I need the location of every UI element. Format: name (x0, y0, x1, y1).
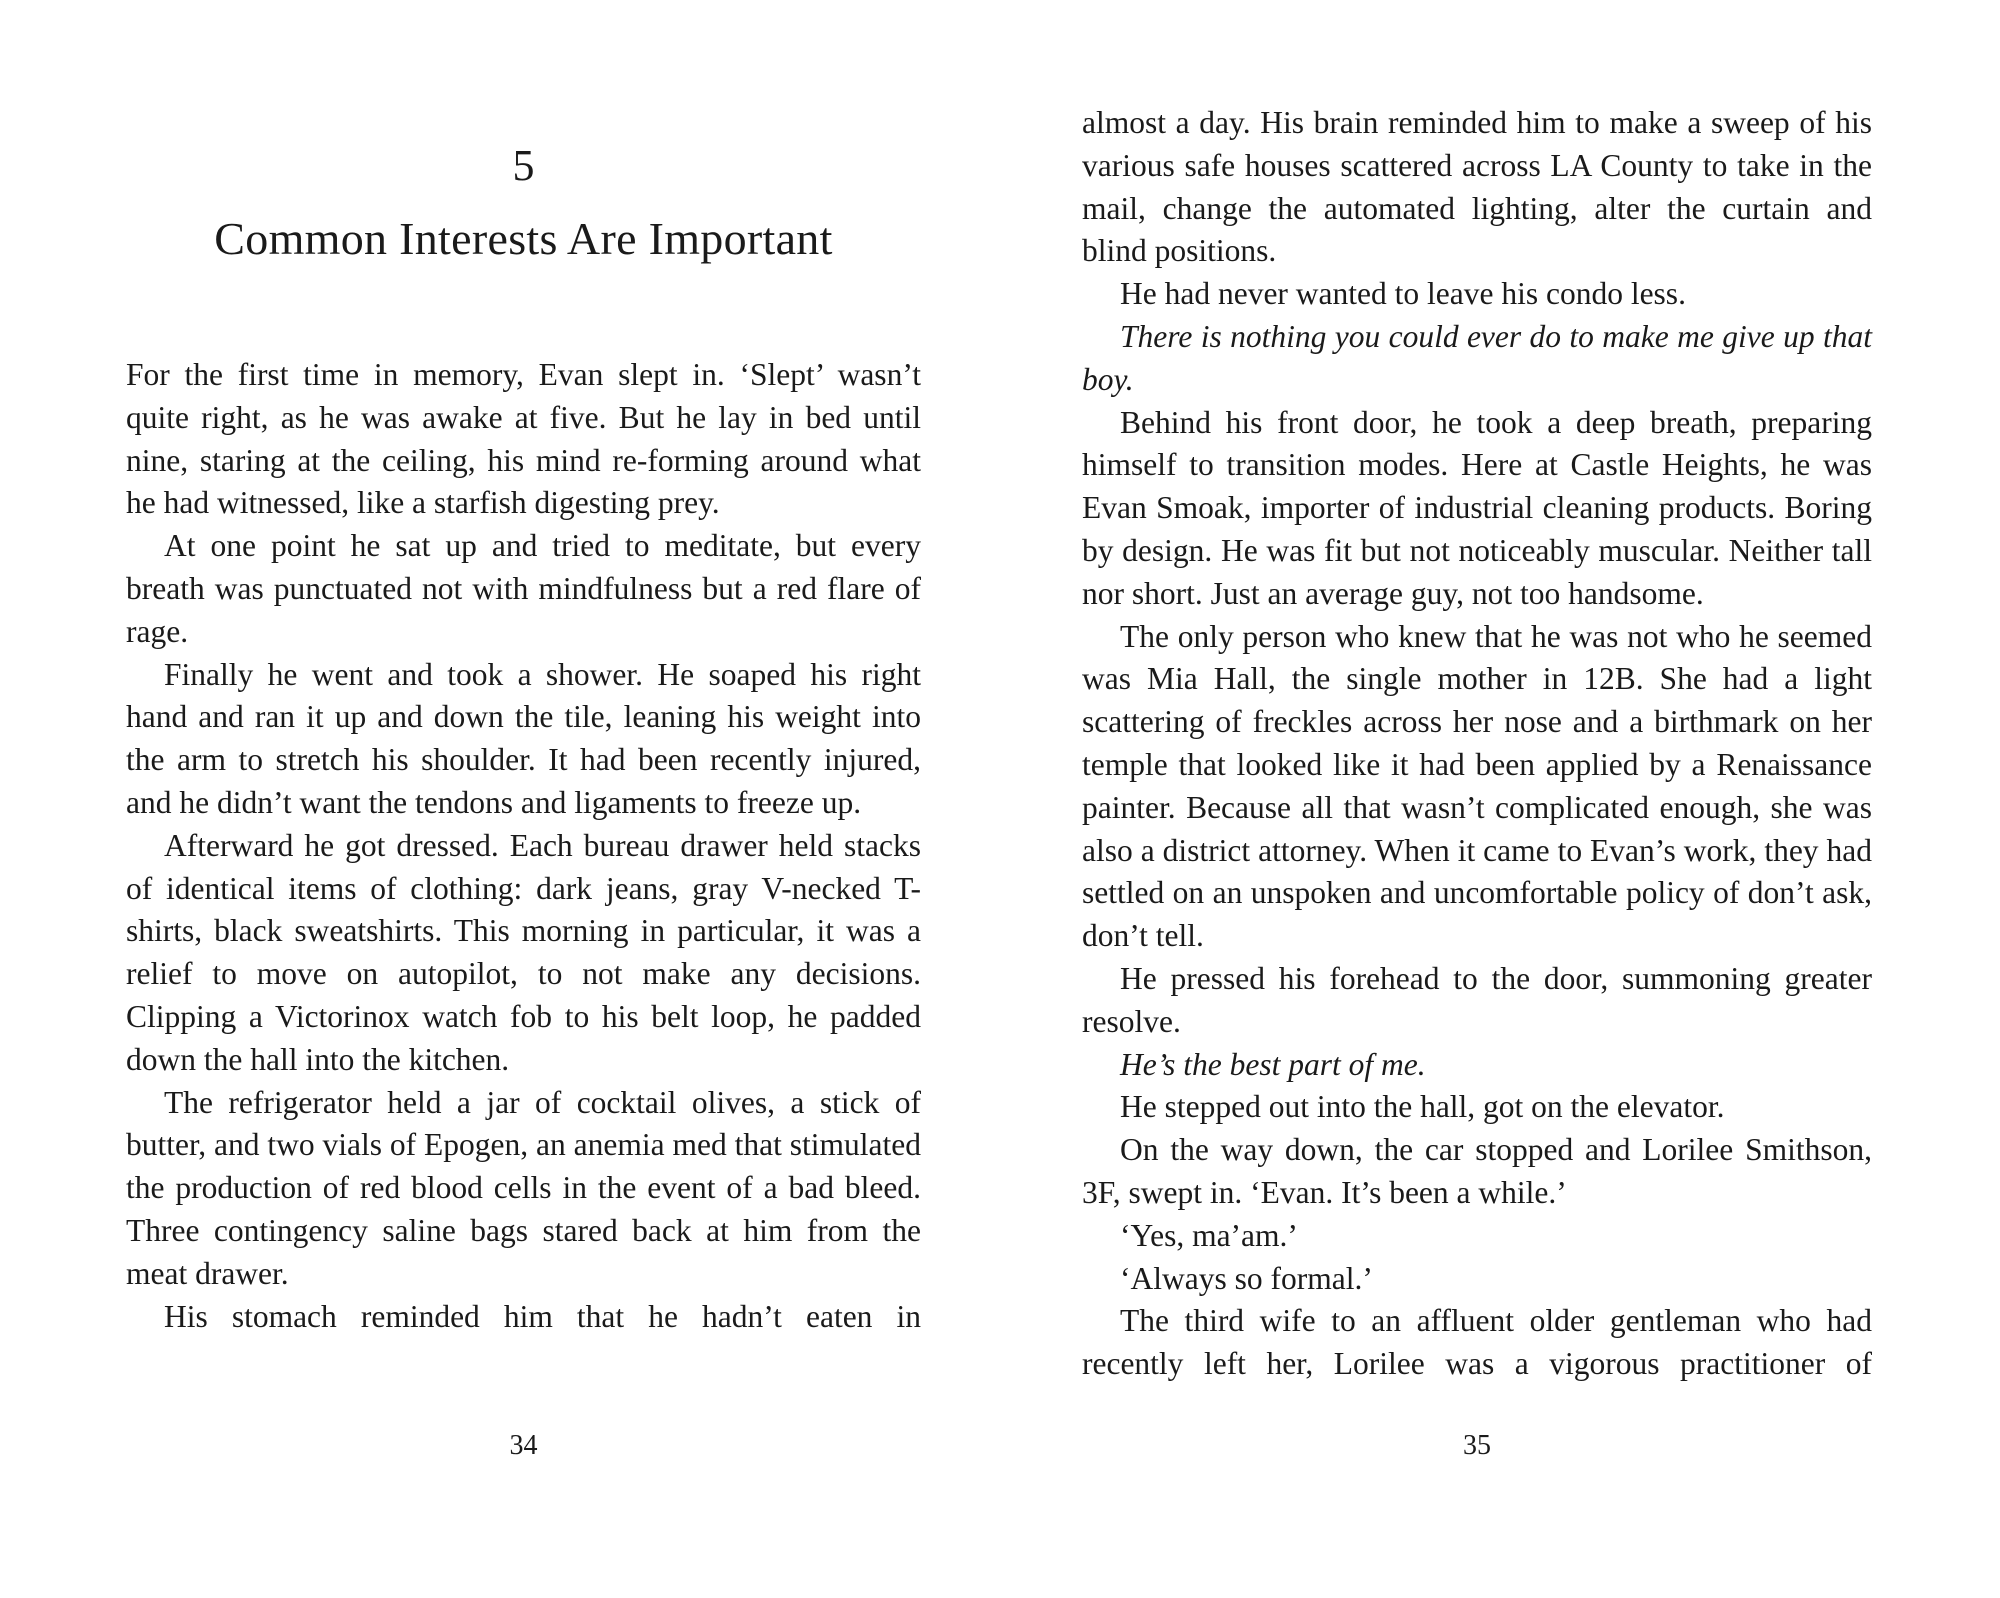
italic-paragraph: He’s the best part of me. (1120, 1046, 1426, 1082)
paragraph: His stomach reminded him that he hadn’t eaten in (164, 1298, 921, 1334)
paragraph: Finally he went and took a shower. He soaped his right hand and ran it up and down the tile, leaning his weight into the arm to stretch his shoulder. It had been recently injured, and he didn’t want the tendons and ligaments to freeze up. (126, 656, 921, 820)
paragraph: Behind his front door, he took a deep breath, preparing himself to transition modes. Here at Castle Heights, he was Evan Smoak, importer of industrial cleaning products. Boring by design. He was fit but not noticeably muscular. Neither tall nor short. Just an average guy, not too handsome. (1082, 404, 1872, 611)
page-number-left: 34 (509, 1430, 538, 1461)
paragraph: He pressed his forehead to the door, summoning greater resolve. (1082, 960, 1872, 1039)
paragraph: For the first time in memory, Evan slept in. ‘Slept’ wasn’t quite right, as he was awake at five. But he lay in bed until nine, staring at the ceiling, his mind re-forming around what he had witnessed, like a starfish digesting prey. (126, 357, 921, 521)
page-number-right: 35 (1463, 1430, 1491, 1461)
paragraph: On the way down, the car stopped and Lorilee Smithson, 3F, swept in. ‘Evan. It’s been a while.’ (1082, 1132, 1872, 1210)
chapter-number: 5 (512, 141, 535, 190)
italic-paragraph: There is nothing you could ever do to make me give up that boy. (1082, 318, 1872, 397)
right-page (1082, 0, 1872, 1598)
paragraph: The third wife to an affluent older gentleman who had recently left her, Lorilee was a vigorous practitioner of (1082, 1303, 1872, 1382)
paragraph: almost a day. His brain reminded him to make a sweep of his various safe houses scattered across LA County to take in the mail, change the automated lighting, alter the curtain and blind positions. (1082, 105, 1872, 269)
left-page (126, 0, 921, 1598)
paragraph: At one point he sat up and tried to meditate, but every breath was punctuated not with mindfulness but a red flare of rage. (126, 528, 921, 649)
paragraph: He stepped out into the hall, got on the elevator. (1120, 1089, 1725, 1125)
left-page-body (126, 354, 921, 1338)
paragraph: ‘Yes, ma’am.’ (1120, 1217, 1298, 1253)
paragraph: The refrigerator held a jar of cocktail olives, a stick of butter, and two vials of Epogen, an anemia med that stimulated the production of red blood cells in the event of a bad bleed. Three contingency saline bags stared back at him from the meat drawer. (126, 1084, 921, 1291)
chapter-title: Common Interests Are Important (214, 213, 833, 264)
right-page-body (1082, 102, 1872, 1386)
paragraph: ‘Always so formal.’ (1120, 1260, 1373, 1296)
paragraph: Afterward he got dressed. Each bureau drawer held stacks of identical items of clothing: dark jeans, gray V-necked T-shirts, black sweatshirts. This morning in particular, it was a relief to move on autopilot, to not make any decisions. Clipping a Victorinox watch fob to his belt loop, he padded down the hall into the kitchen. (126, 827, 921, 1077)
paragraph: He had never wanted to leave his condo less. (1120, 276, 1686, 312)
paragraph: The only person who knew that he was not who he seemed was Mia Hall, the single mother in 12B. She had a light scattering of freckles across her nose and a birthmark on her temple that looked like it had been applied by a Renaissance painter. Because all that wasn’t complicated enough, she was also a district attorney. When it came to Evan’s work, they had settled on an unspoken and uncomfortable policy of don’t ask, don’t tell. (1082, 618, 1872, 954)
